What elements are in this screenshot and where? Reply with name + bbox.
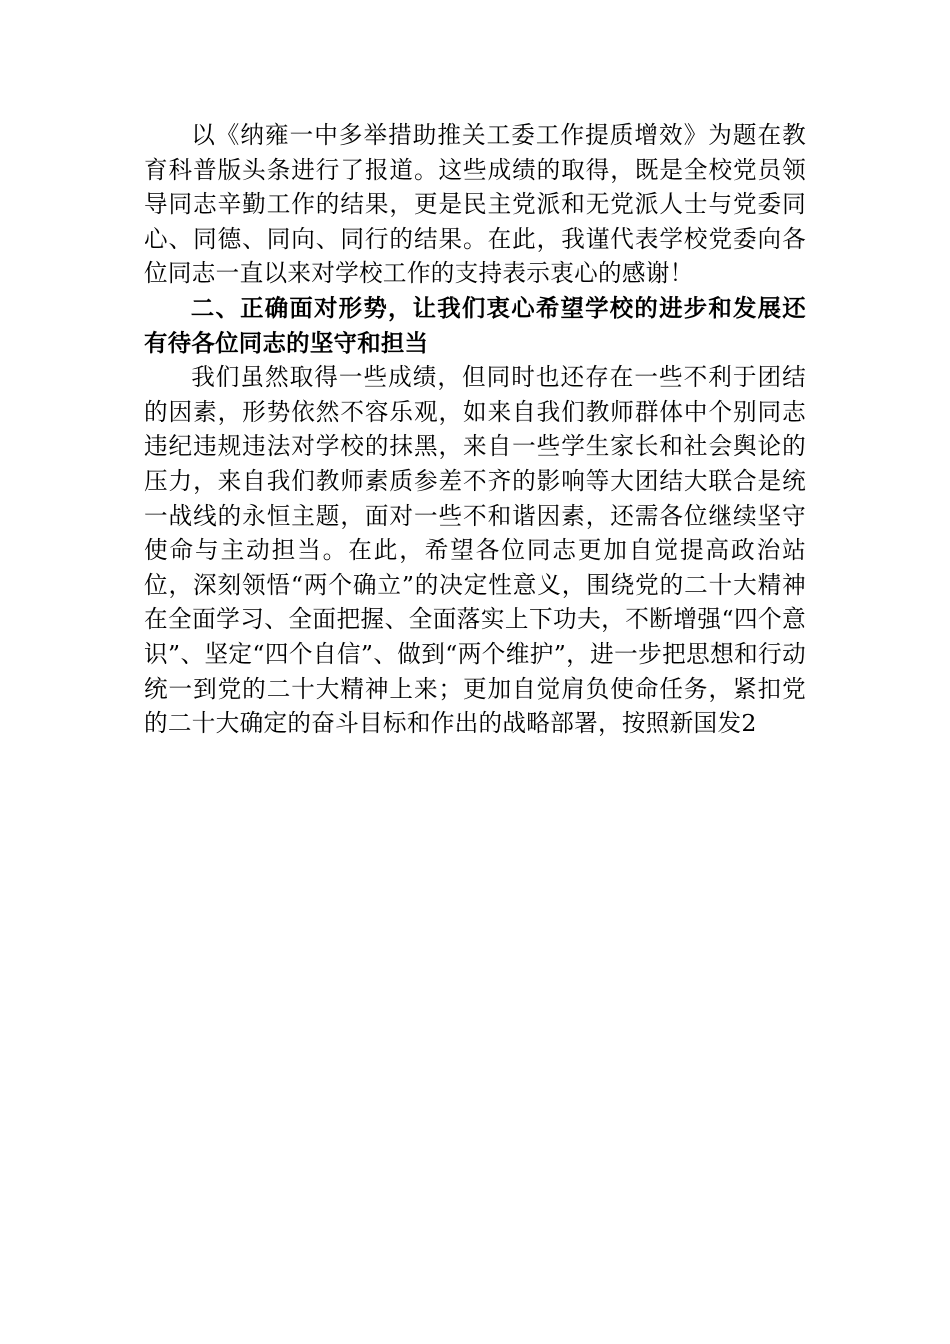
section-heading-2: 二、正确面对形势，让我们衷心希望学校的进步和发展还有待各位同志的坚守和担当	[144, 293, 806, 357]
document-body	[144, 118, 806, 741]
body-paragraph-1: 以《纳雍一中多举措助推关工委工作提质增效》为题在教育科普版头条进行了报道。这些成绩的取得，既是全校党员领导同志辛勤工作的结果，更是民主党派和无党派人士与党委同心、同德、同向、同行的结果。在此，我谨代表学校党委向各位同志一直以来对学校工作的支持表示衷心的感谢！	[144, 121, 806, 288]
body-paragraph-2: 我们虽然取得一些成绩，但同时也还存在一些不利于团结的因素，形势依然不容乐观，如来自我们教师群体中个别同志违纪违规违法对学校的抹黑，来自一些学生家长和社会舆论的压力，来自我们教师素质参差不齐的影响等大团结大联合是统一战线的永恒主题，面对一些不和谐因素，还需各位继续坚守使命与主动担当。在此，希望各位同志更加自觉提高政治站位，深刻领悟“两个确立”的决定性意义，围绕党的二十大精神在全面学习、全面把握、全面落实上下功夫，不断增强“四个意识”、坚定“四个自信”、做到“两个维护”，进一步把思想和行动统一到党的二十大精神上来；更加自觉肩负使命任务，紧扣党的二十大确定的奋斗目标和作出的战略部署，按照新国发2	[144, 363, 806, 738]
